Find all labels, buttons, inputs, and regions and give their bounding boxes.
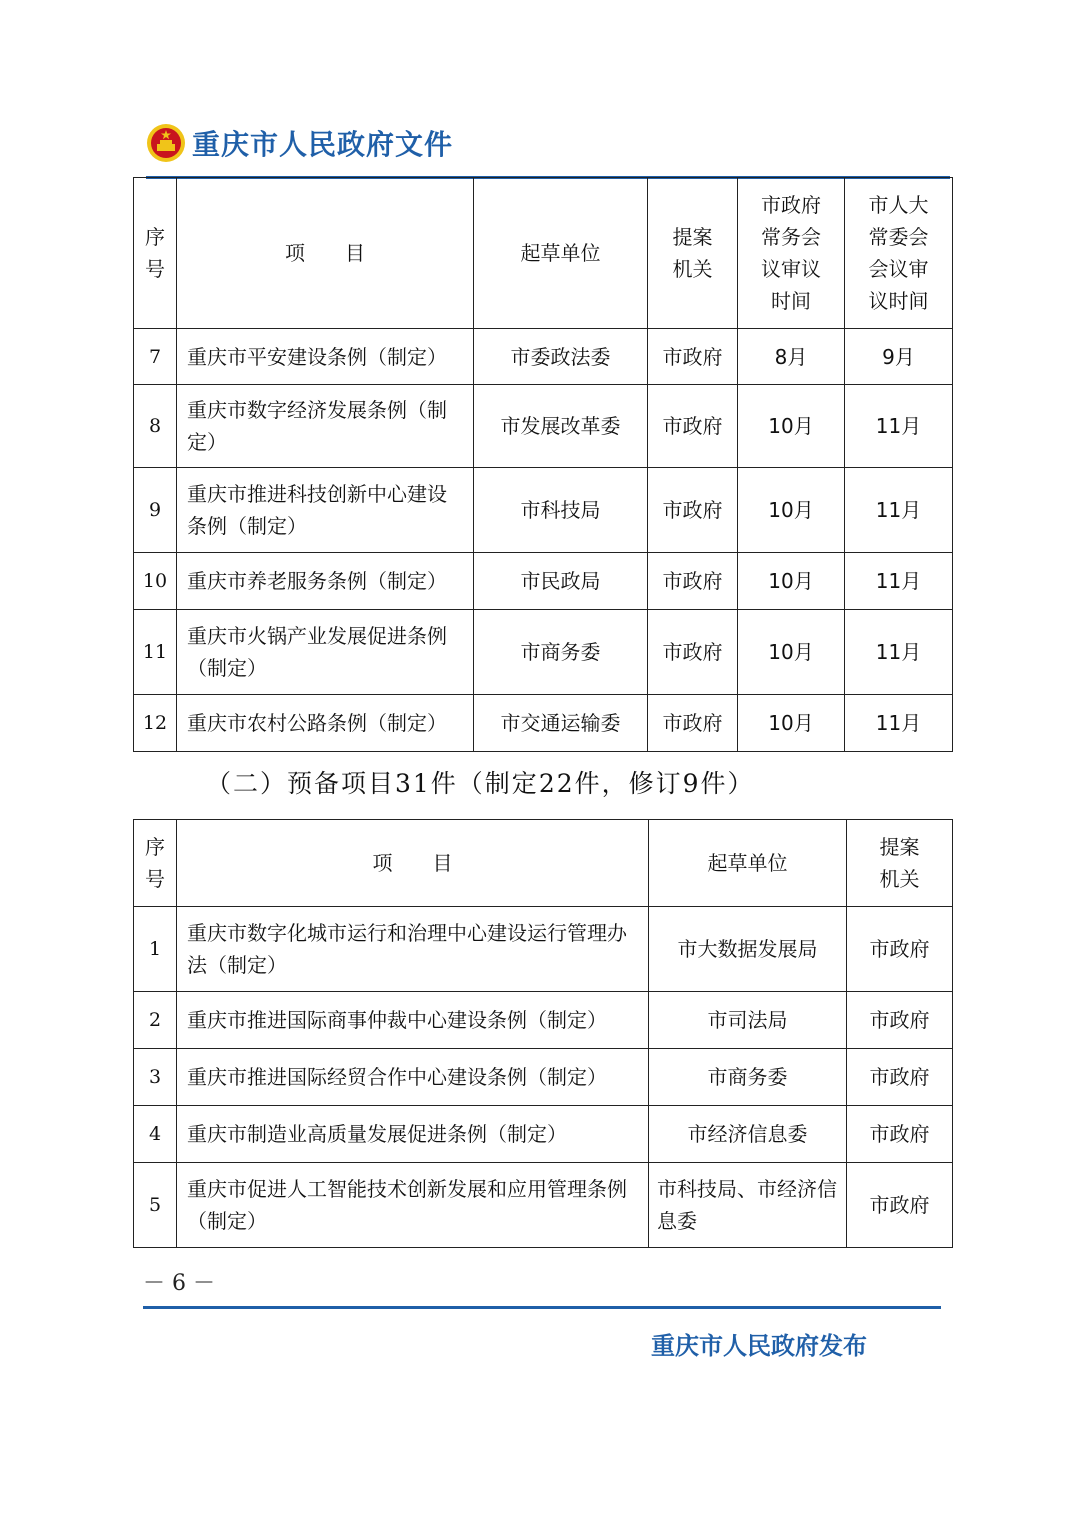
row-npc-time: 9月 [845,329,953,385]
row-proposer: 市政府 [648,695,738,752]
row-gov-time: 10月 [738,553,845,610]
document-header [146,120,453,166]
row-number: 8 [134,385,177,468]
row-item: 重庆市数字化城市运行和治理中心建设运行管理办法（制定） [177,907,649,992]
footer-publisher: 重庆市人民政府发布 [651,1331,867,1360]
row-number: 3 [134,1049,177,1106]
table-row [134,1106,953,1163]
row-proposer: 市政府 [648,468,738,553]
row-proposer: 市政府 [847,1163,953,1248]
row-npc-time: 11月 [845,695,953,752]
section-title: （二）预备项目31件（制定22件，修订9件） [206,769,755,798]
row-proposer: 市政府 [648,329,738,385]
row-item: 重庆市火锅产业发展促进条例（制定） [177,610,474,695]
row-drafter: 市科技局、市经济信息委 [649,1163,847,1248]
row-gov-time: 10月 [738,610,845,695]
table-row [134,1163,953,1248]
row-drafter: 市经济信息委 [649,1106,847,1163]
header-title: 重庆市人民政府文件 [192,128,454,161]
row-number: 1 [134,907,177,992]
row-proposer: 市政府 [847,1106,953,1163]
row-npc-time: 11月 [845,553,953,610]
row-gov-time: 8月 [738,329,845,385]
national-emblem-icon [146,123,186,163]
row-number: 2 [134,992,177,1049]
row-number: 7 [134,329,177,385]
table-row [134,385,953,468]
row-number: 4 [134,1106,177,1163]
row-drafter: 市科技局 [474,468,648,553]
table-row [134,1049,953,1106]
row-number: 10 [134,553,177,610]
header-item: 项 目 [177,178,474,329]
row-drafter: 市民政局 [474,553,648,610]
row-drafter: 市商务委 [649,1049,847,1106]
row-item: 重庆市制造业高质量发展促进条例（制定） [177,1106,649,1163]
page-number: － 6 － [143,1271,215,1296]
row-gov-time: 10月 [738,468,845,553]
plan-table-main [133,177,953,752]
table-row [134,695,953,752]
row-proposer: 市政府 [648,610,738,695]
row-number: 9 [134,468,177,553]
row-drafter: 市大数据发展局 [649,907,847,992]
header-proposer: 提案机关 [847,820,953,907]
row-drafter: 市交通运输委 [474,695,648,752]
table-row [134,553,953,610]
row-proposer: 市政府 [648,553,738,610]
row-number: 11 [134,610,177,695]
row-npc-time: 11月 [845,468,953,553]
row-item: 重庆市促进人工智能技术创新发展和应用管理条例（制定） [177,1163,649,1248]
table-row [134,468,953,553]
row-drafter: 市司法局 [649,992,847,1049]
row-item: 重庆市养老服务条例（制定） [177,553,474,610]
table-header-row [134,178,953,329]
header-drafter: 起草单位 [474,178,648,329]
header-gov-time: 市政府常务会议审议时间 [738,178,845,329]
row-number: 12 [134,695,177,752]
table-row [134,610,953,695]
footer-divider [143,1306,941,1309]
row-item: 重庆市推进国际经贸合作中心建设条例（制定） [177,1049,649,1106]
row-item: 重庆市平安建设条例（制定） [177,329,474,385]
row-proposer: 市政府 [847,907,953,992]
row-gov-time: 10月 [738,385,845,468]
row-item: 重庆市数字经济发展条例（制定） [177,385,474,468]
header-seq: 序号 [134,820,177,907]
row-npc-time: 11月 [845,385,953,468]
header-seq: 序号 [134,178,177,329]
table-row [134,992,953,1049]
header-proposer: 提案机关 [648,178,738,329]
row-npc-time: 11月 [845,610,953,695]
row-drafter: 市发展改革委 [474,385,648,468]
plan-table-reserve [133,819,953,1248]
header-drafter: 起草单位 [649,820,847,907]
row-drafter: 市委政法委 [474,329,648,385]
table-row [134,329,953,385]
row-item: 重庆市推进国际商事仲裁中心建设条例（制定） [177,992,649,1049]
row-proposer: 市政府 [847,992,953,1049]
row-item: 重庆市推进科技创新中心建设条例（制定） [177,468,474,553]
row-gov-time: 10月 [738,695,845,752]
header-item: 项 目 [177,820,649,907]
table-row [134,907,953,992]
row-drafter: 市商务委 [474,610,648,695]
table-header-row [134,820,953,907]
row-proposer: 市政府 [648,385,738,468]
row-item: 重庆市农村公路条例（制定） [177,695,474,752]
row-proposer: 市政府 [847,1049,953,1106]
header-npc-time: 市人大常委会会议审议时间 [845,178,953,329]
row-number: 5 [134,1163,177,1248]
